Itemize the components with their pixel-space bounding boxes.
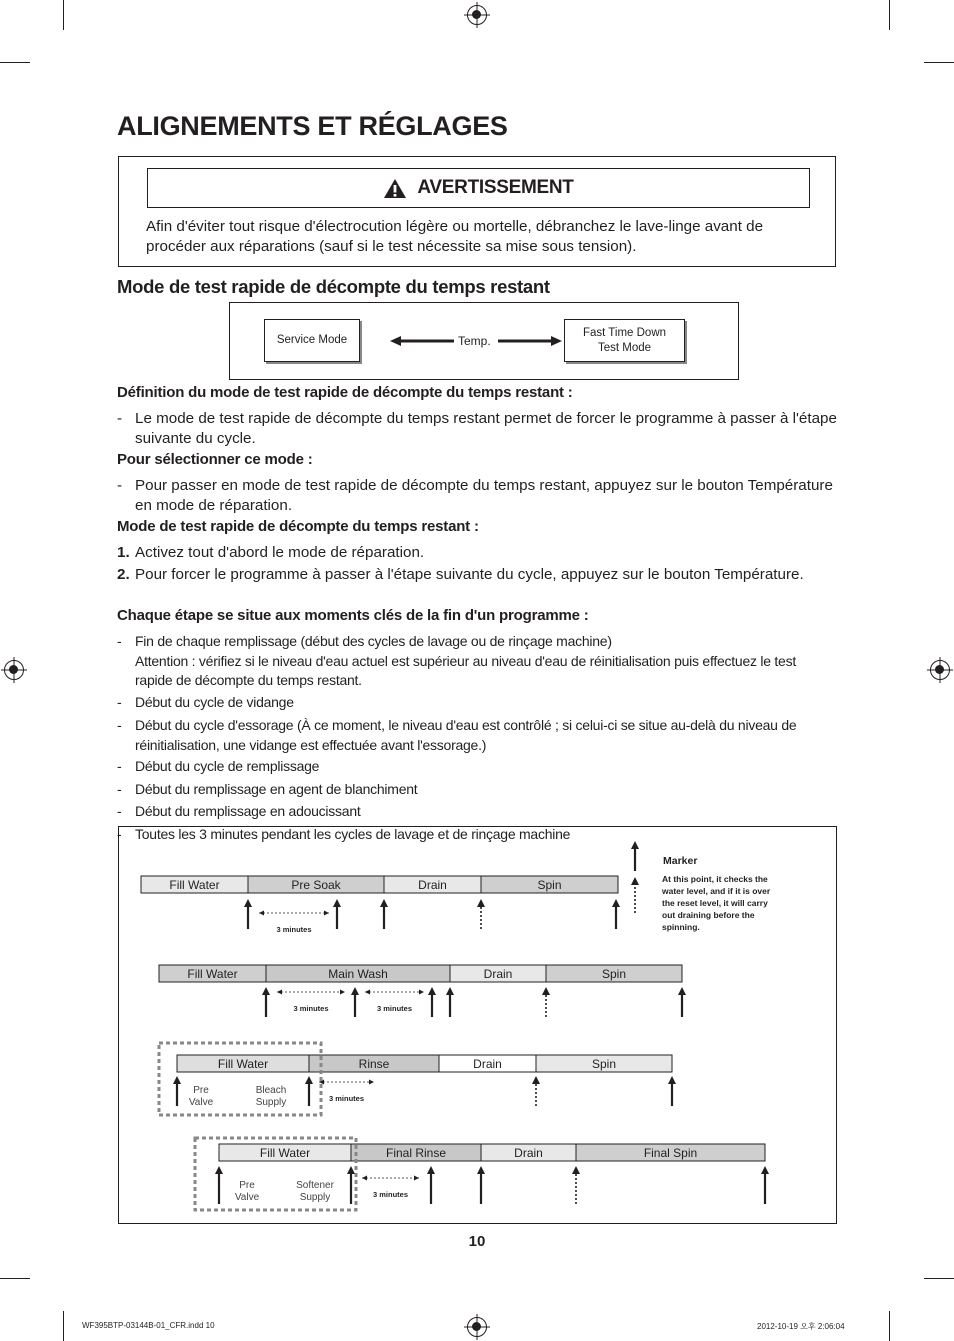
timeline-segment-label: Rinse	[358, 1057, 390, 1071]
timeline-segment-label: Spin	[591, 1057, 617, 1071]
crop-mark	[924, 1278, 954, 1279]
arrow-head-icon	[244, 899, 252, 907]
crop-mark	[63, 0, 64, 30]
step-item: 1. Activez tout d'abord le mode de réparation.	[117, 544, 425, 561]
legend-text: water level, and if it is over	[662, 886, 771, 896]
list-item: - Début du remplissage en agent de blanchiment	[117, 781, 418, 797]
registration-mark-icon	[467, 1317, 487, 1337]
arrow-head-icon	[173, 1076, 181, 1084]
timeline-segment-label: Final Rinse	[385, 1146, 447, 1160]
timeline-segment-label: Drain	[418, 878, 447, 892]
step-item: 2. Pour forcer le programme à passer à l'étape suivante du cycle, appuyez sur le bouton Température.	[117, 566, 804, 583]
arrow-head-icon	[419, 990, 424, 995]
list-item: - Début du remplissage en adoucissant	[117, 803, 361, 819]
timeline-diagram	[118, 826, 837, 1224]
arrow-head-icon	[532, 1076, 540, 1084]
warning-triangle-icon	[383, 178, 407, 199]
timeline-segment-label: Drain	[514, 1146, 543, 1160]
arrow-head-icon	[324, 911, 329, 916]
service-mode-box: Service Mode	[264, 319, 360, 362]
crop-mark	[0, 62, 30, 63]
mode-diagram	[229, 302, 739, 380]
crop-mark	[924, 62, 954, 63]
arrow-head-icon	[347, 1166, 355, 1174]
timeline-segment-label: Spin	[537, 878, 562, 892]
valve-label: Pre	[193, 1085, 209, 1096]
warning-header	[147, 168, 810, 208]
arrow-right-icon	[498, 335, 562, 347]
arrow-head-icon	[446, 987, 454, 995]
crop-mark	[0, 1278, 30, 1279]
registration-mark-icon	[930, 660, 950, 680]
arrow-head-icon	[277, 990, 282, 995]
valve-label: Valve	[188, 1097, 214, 1108]
timeline-segment-label: Fill Water	[187, 967, 238, 981]
three-minutes-label: 3 minutes	[372, 1190, 409, 1199]
footer-left: WF395BTP-03144B-01_CFR.indd 10	[82, 1321, 215, 1330]
three-minutes-label: 3 minutes	[276, 925, 312, 934]
arrow-head-icon	[351, 987, 359, 995]
timeline-segment-label: Pre Soak	[291, 878, 341, 892]
page-number: 10	[468, 1233, 486, 1250]
timeline-segment-label: Drain	[483, 967, 513, 981]
crop-mark	[889, 1311, 890, 1341]
valve-label: Softener	[296, 1180, 334, 1191]
three-minutes-label: 3 minutes	[376, 1004, 413, 1013]
warning-label: AVERTISSEMENT	[417, 177, 574, 198]
arrow-head-icon	[678, 987, 686, 995]
list-item: - Pour passer en mode de test rapide de décompte du temps restant, appuyez sur le bouton Température en mode de réparation.	[117, 477, 833, 514]
arrow-head-icon	[305, 1076, 313, 1084]
legend-title: Marker	[663, 855, 698, 867]
arrow-head-icon	[631, 877, 639, 885]
fast-time-down-box: Fast Time Down Test Mode	[564, 319, 685, 362]
list-item: - Toutes les 3 minutes pendant les cycles de lavage et de rinçage machine	[117, 826, 571, 842]
valve-label: Bleach	[255, 1085, 287, 1096]
arrow-head-icon	[369, 1080, 374, 1085]
arrow-head-icon	[259, 911, 264, 916]
arrow-head-icon	[542, 987, 550, 995]
arrow-head-icon	[427, 1166, 435, 1174]
three-minutes-label: 3 minutes	[328, 1094, 365, 1103]
footer-right: 2012-10-19 오후 2:06:04	[757, 1322, 845, 1331]
temp-label: Temp.	[458, 334, 491, 348]
arrow-head-icon	[262, 987, 270, 995]
arrow-head-icon	[340, 990, 345, 995]
three-minutes-label: 3 minutes	[293, 1004, 329, 1013]
registration-mark-icon	[4, 660, 24, 680]
timeline-segment-label: Spin	[601, 967, 627, 981]
arrow-head-icon	[365, 990, 370, 995]
legend-text: out draining before the	[662, 910, 755, 920]
page-title: ALIGNEMENTS ET RÉGLAGES	[117, 111, 508, 141]
valve-label: Supply	[255, 1097, 287, 1108]
arrow-head-icon	[414, 1176, 419, 1181]
timeline-segment-label: Fill Water	[259, 1146, 311, 1160]
arrow-head-icon	[477, 1166, 485, 1174]
list-item: - Fin de chaque remplissage (début des cycles de lavage ou de rinçage machine) Attention : vérifiez si le niveau d'eau actuel est supérieur au niveau d'eau de réinitialisation puis effectuez le test rapide de décompte du temps restant.	[117, 632, 837, 691]
arrow-head-icon	[761, 1166, 769, 1174]
arrow-head-icon	[477, 899, 485, 907]
warning-text: Afin d'éviter tout risque d'électrocution légère ou mortelle, débranchez le lave-linge avant de procéder aux réparations (sauf si le test nécessite sa mise sous tension).	[146, 218, 764, 255]
registration-mark-icon	[467, 5, 487, 25]
definition-heading: Définition du mode de test rapide de décompte du temps restant :	[117, 384, 573, 401]
arrow-head-icon	[362, 1176, 367, 1181]
timeline-svg	[119, 827, 836, 1223]
valve-label: Valve	[234, 1192, 260, 1203]
list-item: - Début du cycle de remplissage	[117, 758, 320, 774]
arrow-head-icon	[668, 1076, 676, 1084]
arrow-head-icon	[612, 899, 620, 907]
select-mode-heading: Pour sélectionner ce mode :	[117, 451, 313, 468]
arrow-head-icon	[572, 1166, 580, 1174]
timeline-segment-label: Fill Water	[169, 878, 220, 892]
legend-text: spinning.	[662, 922, 700, 932]
list-item: - Le mode de test rapide de décompte du temps restant permet de forcer le programme à passer à l'étape suivante du cycle.	[117, 410, 837, 447]
section-title: Mode de test rapide de décompte du temps restant	[117, 276, 550, 297]
valve-label: Supply	[299, 1192, 331, 1203]
valve-group-box	[159, 1043, 321, 1115]
key-moments-heading: Chaque étape se situe aux moments clés de la fin d'un programme :	[117, 607, 589, 624]
arrow-head-icon	[215, 1166, 223, 1174]
timeline-segment-label: Main Wash	[328, 967, 388, 981]
legend-text: At this point, it checks the	[662, 874, 768, 884]
list-item: - Début du cycle d'essorage (À ce moment, le niveau d'eau est contrôlé ; si celui-ci se situe au-delà du niveau de réinitialisation, une vidange est effectuée avant l'essorage.)	[117, 717, 797, 753]
crop-mark	[889, 0, 890, 30]
timeline-segment-label: Final Spin	[643, 1146, 698, 1160]
arrow-head-icon	[428, 987, 436, 995]
legend-text: the reset level, it will carry	[662, 898, 768, 908]
timeline-segment-label: Drain	[473, 1057, 502, 1071]
crop-mark	[63, 1311, 64, 1341]
arrow-left-icon	[390, 335, 454, 347]
attention-note: Attention : vérifiez si le niveau d'eau actuel est supérieur au niveau d'eau de réinitialisation puis effectuez le test rapide de décompte du temps restant.	[135, 652, 796, 688]
arrow-head-icon	[380, 899, 388, 907]
test-mode-heading: Mode de test rapide de décompte du temps restant :	[117, 518, 479, 535]
timeline-segment-label: Fill Water	[217, 1057, 269, 1071]
warning-box	[118, 156, 836, 267]
valve-label: Pre	[239, 1180, 255, 1191]
list-item: - Début du cycle de vidange	[117, 694, 294, 710]
arrow-head-icon	[333, 899, 341, 907]
